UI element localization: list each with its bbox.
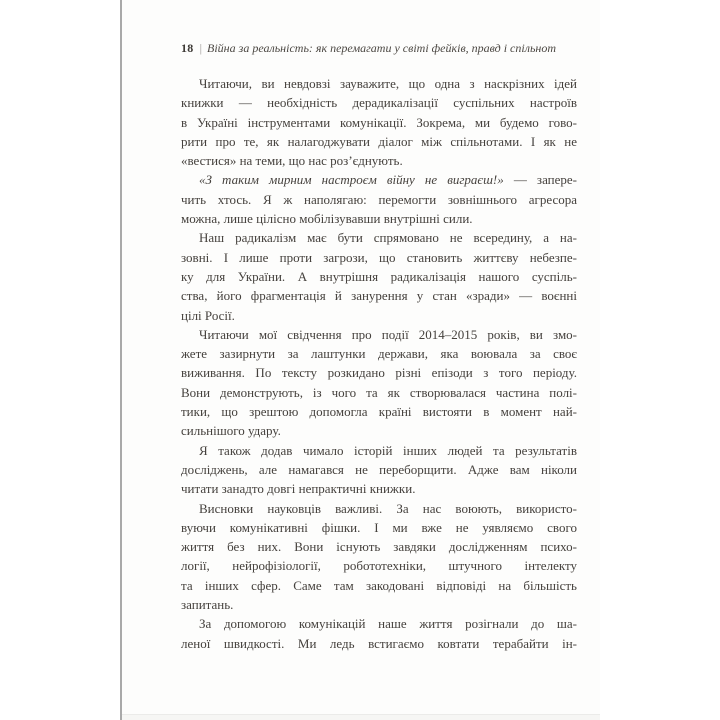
paragraph xyxy=(181,325,577,441)
text-line: леної швидкості. Ми ледь встигаємо ковтати терабайти ін- xyxy=(181,635,577,651)
text-line: Наш радикалізм має бути спрямовано не всередину, а на- xyxy=(199,230,577,246)
text-line: логії, нейрофізіології, робототехніки, штучного інтелекту xyxy=(181,558,577,574)
text-line: «вестися» на теми, що нас роз’єднують. xyxy=(181,153,403,169)
paragraph xyxy=(181,170,577,228)
page-number: 18 xyxy=(181,41,194,55)
running-header xyxy=(181,41,581,56)
page-bottom-edge xyxy=(122,714,600,720)
book-title: Війна за реальність: як перемагати у світі фейків, правд і спільнот xyxy=(207,41,557,55)
text-line: чить хтось. Я ж наполягаю: перемогти зовнішнього агресора xyxy=(181,191,577,207)
book-page xyxy=(120,0,600,720)
text-line: книжки — необхідність дерадикалізації суспільних настроїв xyxy=(181,95,577,111)
text-line: читати занадто довгі непрактичні книжки. xyxy=(181,481,416,497)
italic-quote: «З таким мирним настроєм війну не виграєш!» xyxy=(199,172,504,188)
text-line: Я також додав чимало історій інших людей та результатів xyxy=(199,442,577,458)
text-line: Висновки науковців важливі. За нас воюють, використо- xyxy=(199,500,577,516)
text-line: жете зазирнути за лаштунки держави, яка воювала за своє xyxy=(181,346,577,362)
paragraph xyxy=(181,499,577,615)
paragraph xyxy=(181,74,577,170)
text-line: вуючи комунікативні фішки. І ми вже не уявляємо свого xyxy=(181,519,577,535)
text-line: За допомогою комунікацій наше життя розігнали до ша- xyxy=(199,616,577,632)
text-line xyxy=(181,170,577,189)
paragraph xyxy=(181,228,577,324)
text-line: в Україні інструментами комунікації. Зокрема, ми будемо гово- xyxy=(181,114,577,130)
text-line: та інших сфер. Саме там закодовані відповіді на більшість xyxy=(181,577,577,593)
text-line: запитань. xyxy=(181,597,234,613)
text-line: тики, що зрештою допомогла країні вистояти в момент най- xyxy=(181,404,577,420)
text-line: Читаючи, ви невдовзі зауважите, що одна з наскрізних ідей xyxy=(199,76,577,91)
text-line: ства, його фрагментація й занурення у стан «зради» — воєнні xyxy=(181,288,577,304)
text-line: досліджень, але намагався не переборщити. Адже вам ніколи xyxy=(181,461,577,477)
body-text xyxy=(181,74,577,653)
text-line: виживання. По тексту розкидано різні епізоди з того періоду. xyxy=(181,365,577,381)
text-line: життя без них. Вони існують завдяки дослідженням психо- xyxy=(181,539,577,555)
text-line: ку для України. А внутрішня радикалізація нашого суспіль- xyxy=(181,268,577,284)
text-run: — запере- xyxy=(503,172,577,188)
text-line: сильнішого удару. xyxy=(181,423,281,439)
paragraph xyxy=(181,614,577,653)
text-line: рити про те, як налагоджувати діалог між спільнотами. І як не xyxy=(181,133,577,149)
text-line: Читаючи мої свідчення про події 2014–2015 років, ви змо- xyxy=(199,326,577,342)
text-line: можна, лише цілісно мобілізувавши внутрішні сили. xyxy=(181,211,473,227)
text-line: зовні. І лише проти загрози, що становить життєву небезпе- xyxy=(181,249,577,265)
text-line: Вони демонструють, із чого та як створювалася частина полі- xyxy=(181,384,577,400)
header-separator: | xyxy=(199,41,203,55)
paragraph xyxy=(181,441,577,499)
text-line: цілі Росії. xyxy=(181,307,235,323)
